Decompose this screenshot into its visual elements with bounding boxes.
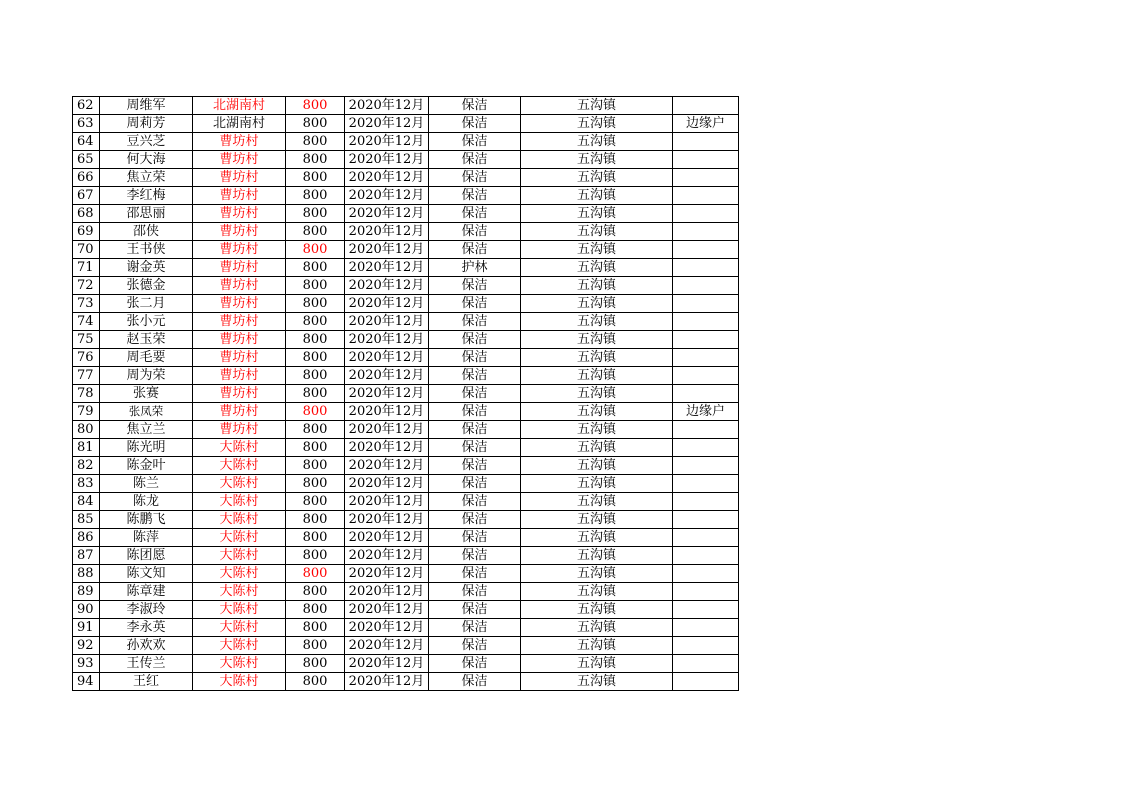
- cell-date: 2020年12月: [345, 259, 429, 277]
- cell-job: 保洁: [429, 403, 521, 421]
- cell-village: 曹坊村: [193, 151, 286, 169]
- cell-amount: 800: [286, 205, 345, 223]
- table-row: [73, 637, 739, 655]
- cell-name: 李永英: [100, 619, 193, 637]
- cell-note: [673, 169, 739, 187]
- table-row: [73, 349, 739, 367]
- cell-village: 大陈村: [193, 673, 286, 691]
- cell-amount: 800: [286, 673, 345, 691]
- cell-town: 五沟镇: [521, 187, 673, 205]
- cell-date: 2020年12月: [345, 205, 429, 223]
- cell-name: 陈萍: [100, 529, 193, 547]
- cell-town: 五沟镇: [521, 115, 673, 133]
- cell-date: 2020年12月: [345, 457, 429, 475]
- cell-town: 五沟镇: [521, 151, 673, 169]
- cell-amount: 800: [286, 169, 345, 187]
- cell-name: 陈光明: [100, 439, 193, 457]
- cell-job: 保洁: [429, 349, 521, 367]
- cell-number: 78: [73, 385, 100, 403]
- table-row: [73, 169, 739, 187]
- cell-village: 曹坊村: [193, 169, 286, 187]
- cell-date: 2020年12月: [345, 97, 429, 115]
- cell-job: 保洁: [429, 457, 521, 475]
- cell-date: 2020年12月: [345, 385, 429, 403]
- cell-date: 2020年12月: [345, 619, 429, 637]
- cell-date: 2020年12月: [345, 673, 429, 691]
- cell-date: 2020年12月: [345, 439, 429, 457]
- cell-date: 2020年12月: [345, 115, 429, 133]
- cell-town: 五沟镇: [521, 97, 673, 115]
- cell-town: 五沟镇: [521, 493, 673, 511]
- table-row: [73, 529, 739, 547]
- cell-town: 五沟镇: [521, 295, 673, 313]
- cell-village: 大陈村: [193, 493, 286, 511]
- cell-date: 2020年12月: [345, 637, 429, 655]
- cell-village: 大陈村: [193, 457, 286, 475]
- cell-name: 陈章建: [100, 583, 193, 601]
- cell-name: 焦立兰: [100, 421, 193, 439]
- cell-date: 2020年12月: [345, 223, 429, 241]
- cell-date: 2020年12月: [345, 151, 429, 169]
- cell-town: 五沟镇: [521, 277, 673, 295]
- cell-note: 边缘户: [673, 403, 739, 421]
- cell-date: 2020年12月: [345, 403, 429, 421]
- cell-village: 大陈村: [193, 619, 286, 637]
- cell-date: 2020年12月: [345, 331, 429, 349]
- cell-town: 五沟镇: [521, 565, 673, 583]
- table-row: [73, 115, 739, 133]
- cell-date: 2020年12月: [345, 493, 429, 511]
- cell-town: 五沟镇: [521, 421, 673, 439]
- cell-village: 大陈村: [193, 547, 286, 565]
- cell-number: 73: [73, 295, 100, 313]
- cell-amount: 800: [286, 115, 345, 133]
- cell-village: 曹坊村: [193, 205, 286, 223]
- cell-town: 五沟镇: [521, 259, 673, 277]
- cell-note: [673, 259, 739, 277]
- cell-number: 75: [73, 331, 100, 349]
- cell-number: 74: [73, 313, 100, 331]
- cell-name: 张二月: [100, 295, 193, 313]
- table-row: [73, 547, 739, 565]
- cell-job: 保洁: [429, 637, 521, 655]
- cell-job: 保洁: [429, 655, 521, 673]
- cell-note: [673, 277, 739, 295]
- cell-note: [673, 601, 739, 619]
- cell-job: 保洁: [429, 673, 521, 691]
- cell-town: 五沟镇: [521, 511, 673, 529]
- cell-job: 护林: [429, 259, 521, 277]
- cell-number: 92: [73, 637, 100, 655]
- cell-village: 北湖南村: [193, 97, 286, 115]
- cell-name: 周为荣: [100, 367, 193, 385]
- cell-name: 李淑玲: [100, 601, 193, 619]
- cell-name: 张凤荣: [100, 403, 193, 421]
- cell-note: [673, 511, 739, 529]
- cell-town: 五沟镇: [521, 241, 673, 259]
- cell-amount: 800: [286, 493, 345, 511]
- cell-note: [673, 151, 739, 169]
- table-row: [73, 313, 739, 331]
- cell-date: 2020年12月: [345, 583, 429, 601]
- cell-job: 保洁: [429, 331, 521, 349]
- cell-name: 陈龙: [100, 493, 193, 511]
- cell-job: 保洁: [429, 439, 521, 457]
- cell-amount: 800: [286, 277, 345, 295]
- cell-job: 保洁: [429, 151, 521, 169]
- cell-job: 保洁: [429, 133, 521, 151]
- cell-job: 保洁: [429, 169, 521, 187]
- cell-amount: 800: [286, 529, 345, 547]
- cell-date: 2020年12月: [345, 421, 429, 439]
- cell-number: 88: [73, 565, 100, 583]
- cell-name: 何大海: [100, 151, 193, 169]
- cell-name: 周莉芳: [100, 115, 193, 133]
- cell-village: 曹坊村: [193, 295, 286, 313]
- cell-job: 保洁: [429, 493, 521, 511]
- cell-note: [673, 187, 739, 205]
- cell-amount: 800: [286, 295, 345, 313]
- cell-number: 72: [73, 277, 100, 295]
- cell-number: 63: [73, 115, 100, 133]
- cell-date: 2020年12月: [345, 529, 429, 547]
- cell-number: 62: [73, 97, 100, 115]
- cell-note: [673, 457, 739, 475]
- cell-name: 张小元: [100, 313, 193, 331]
- cell-date: 2020年12月: [345, 547, 429, 565]
- cell-job: 保洁: [429, 295, 521, 313]
- cell-name: 张赛: [100, 385, 193, 403]
- cell-job: 保洁: [429, 223, 521, 241]
- cell-date: 2020年12月: [345, 133, 429, 151]
- cell-date: 2020年12月: [345, 655, 429, 673]
- cell-job: 保洁: [429, 277, 521, 295]
- cell-number: 91: [73, 619, 100, 637]
- table-row: [73, 601, 739, 619]
- table-row: [73, 421, 739, 439]
- cell-job: 保洁: [429, 241, 521, 259]
- cell-date: 2020年12月: [345, 511, 429, 529]
- cell-name: 王书侠: [100, 241, 193, 259]
- cell-amount: 800: [286, 367, 345, 385]
- cell-name: 周毛要: [100, 349, 193, 367]
- cell-amount: 800: [286, 97, 345, 115]
- table-row: [73, 205, 739, 223]
- cell-town: 五沟镇: [521, 403, 673, 421]
- cell-job: 保洁: [429, 583, 521, 601]
- cell-note: [673, 367, 739, 385]
- cell-amount: 800: [286, 655, 345, 673]
- cell-village: 曹坊村: [193, 349, 286, 367]
- cell-amount: 800: [286, 637, 345, 655]
- cell-note: [673, 655, 739, 673]
- cell-village: 大陈村: [193, 601, 286, 619]
- cell-town: 五沟镇: [521, 619, 673, 637]
- cell-number: 94: [73, 673, 100, 691]
- cell-name: 赵玉荣: [100, 331, 193, 349]
- cell-date: 2020年12月: [345, 367, 429, 385]
- cell-name: 焦立荣: [100, 169, 193, 187]
- cell-note: [673, 223, 739, 241]
- cell-note: [673, 421, 739, 439]
- table-row: [73, 475, 739, 493]
- cell-amount: 800: [286, 259, 345, 277]
- cell-amount: 800: [286, 583, 345, 601]
- cell-job: 保洁: [429, 187, 521, 205]
- cell-note: [673, 241, 739, 259]
- cell-job: 保洁: [429, 565, 521, 583]
- cell-town: 五沟镇: [521, 313, 673, 331]
- table-row: [73, 331, 739, 349]
- cell-town: 五沟镇: [521, 475, 673, 493]
- cell-name: 陈团愿: [100, 547, 193, 565]
- cell-village: 北湖南村: [193, 115, 286, 133]
- cell-town: 五沟镇: [521, 583, 673, 601]
- cell-village: 曹坊村: [193, 403, 286, 421]
- cell-village: 大陈村: [193, 583, 286, 601]
- table-row: [73, 133, 739, 151]
- cell-name: 邵思丽: [100, 205, 193, 223]
- cell-amount: 800: [286, 349, 345, 367]
- cell-amount: 800: [286, 151, 345, 169]
- cell-amount: 800: [286, 601, 345, 619]
- cell-amount: 800: [286, 565, 345, 583]
- cell-number: 80: [73, 421, 100, 439]
- cell-date: 2020年12月: [345, 295, 429, 313]
- cell-note: [673, 619, 739, 637]
- cell-amount: 800: [286, 403, 345, 421]
- cell-amount: 800: [286, 421, 345, 439]
- cell-note: 边缘户: [673, 115, 739, 133]
- cell-number: 87: [73, 547, 100, 565]
- cell-village: 曹坊村: [193, 277, 286, 295]
- cell-number: 77: [73, 367, 100, 385]
- cell-name: 孙欢欢: [100, 637, 193, 655]
- cell-name: 李红梅: [100, 187, 193, 205]
- cell-village: 大陈村: [193, 565, 286, 583]
- cell-name: 王红: [100, 673, 193, 691]
- cell-village: 大陈村: [193, 475, 286, 493]
- cell-note: [673, 493, 739, 511]
- cell-name: 周维军: [100, 97, 193, 115]
- cell-number: 81: [73, 439, 100, 457]
- cell-number: 66: [73, 169, 100, 187]
- cell-job: 保洁: [429, 421, 521, 439]
- cell-town: 五沟镇: [521, 367, 673, 385]
- cell-name: 王传兰: [100, 655, 193, 673]
- cell-job: 保洁: [429, 529, 521, 547]
- cell-amount: 800: [286, 313, 345, 331]
- cell-name: 陈兰: [100, 475, 193, 493]
- cell-job: 保洁: [429, 367, 521, 385]
- cell-village: 曹坊村: [193, 331, 286, 349]
- cell-town: 五沟镇: [521, 601, 673, 619]
- cell-amount: 800: [286, 511, 345, 529]
- cell-note: [673, 565, 739, 583]
- cell-date: 2020年12月: [345, 475, 429, 493]
- cell-village: 曹坊村: [193, 421, 286, 439]
- cell-number: 65: [73, 151, 100, 169]
- cell-town: 五沟镇: [521, 529, 673, 547]
- cell-note: [673, 637, 739, 655]
- cell-town: 五沟镇: [521, 385, 673, 403]
- cell-note: [673, 673, 739, 691]
- cell-job: 保洁: [429, 511, 521, 529]
- cell-town: 五沟镇: [521, 547, 673, 565]
- cell-note: [673, 529, 739, 547]
- table-row: [73, 439, 739, 457]
- cell-village: 大陈村: [193, 439, 286, 457]
- table-row: [73, 493, 739, 511]
- cell-town: 五沟镇: [521, 223, 673, 241]
- cell-village: 曹坊村: [193, 241, 286, 259]
- cell-date: 2020年12月: [345, 187, 429, 205]
- cell-date: 2020年12月: [345, 241, 429, 259]
- cell-note: [673, 133, 739, 151]
- cell-name: 陈金叶: [100, 457, 193, 475]
- table-body: [73, 97, 739, 691]
- cell-village: 曹坊村: [193, 133, 286, 151]
- cell-village: 曹坊村: [193, 187, 286, 205]
- table-row: [73, 619, 739, 637]
- cell-number: 79: [73, 403, 100, 421]
- cell-name: 谢金英: [100, 259, 193, 277]
- cell-town: 五沟镇: [521, 133, 673, 151]
- cell-number: 71: [73, 259, 100, 277]
- cell-amount: 800: [286, 439, 345, 457]
- cell-note: [673, 97, 739, 115]
- cell-number: 68: [73, 205, 100, 223]
- table-row: [73, 223, 739, 241]
- cell-number: 93: [73, 655, 100, 673]
- cell-date: 2020年12月: [345, 169, 429, 187]
- cell-amount: 800: [286, 223, 345, 241]
- cell-job: 保洁: [429, 601, 521, 619]
- cell-number: 90: [73, 601, 100, 619]
- cell-town: 五沟镇: [521, 331, 673, 349]
- cell-amount: 800: [286, 133, 345, 151]
- cell-number: 84: [73, 493, 100, 511]
- table-row: [73, 277, 739, 295]
- cell-amount: 800: [286, 331, 345, 349]
- cell-town: 五沟镇: [521, 637, 673, 655]
- cell-date: 2020年12月: [345, 349, 429, 367]
- cell-note: [673, 547, 739, 565]
- table-row: [73, 151, 739, 169]
- cell-note: [673, 205, 739, 223]
- payment-table: [72, 96, 739, 691]
- cell-village: 大陈村: [193, 511, 286, 529]
- table-row: [73, 385, 739, 403]
- cell-town: 五沟镇: [521, 673, 673, 691]
- cell-village: 曹坊村: [193, 367, 286, 385]
- cell-job: 保洁: [429, 385, 521, 403]
- cell-name: 豆兴芝: [100, 133, 193, 151]
- cell-village: 曹坊村: [193, 259, 286, 277]
- table-row: [73, 259, 739, 277]
- table-row: [73, 511, 739, 529]
- cell-name: 邵侠: [100, 223, 193, 241]
- cell-number: 86: [73, 529, 100, 547]
- cell-amount: 800: [286, 241, 345, 259]
- cell-amount: 800: [286, 187, 345, 205]
- cell-town: 五沟镇: [521, 655, 673, 673]
- table-row: [73, 295, 739, 313]
- cell-job: 保洁: [429, 619, 521, 637]
- cell-village: 大陈村: [193, 637, 286, 655]
- cell-amount: 800: [286, 619, 345, 637]
- cell-number: 76: [73, 349, 100, 367]
- cell-amount: 800: [286, 475, 345, 493]
- cell-job: 保洁: [429, 475, 521, 493]
- cell-number: 85: [73, 511, 100, 529]
- cell-number: 70: [73, 241, 100, 259]
- cell-name: 陈鹏飞: [100, 511, 193, 529]
- cell-job: 保洁: [429, 205, 521, 223]
- cell-number: 69: [73, 223, 100, 241]
- cell-job: 保洁: [429, 313, 521, 331]
- cell-amount: 800: [286, 457, 345, 475]
- table-row: [73, 583, 739, 601]
- cell-town: 五沟镇: [521, 457, 673, 475]
- cell-village: 曹坊村: [193, 313, 286, 331]
- table-row: [73, 97, 739, 115]
- cell-village: 曹坊村: [193, 385, 286, 403]
- table-row: [73, 655, 739, 673]
- cell-note: [673, 583, 739, 601]
- table-row: [73, 367, 739, 385]
- cell-number: 82: [73, 457, 100, 475]
- cell-name: 张德金: [100, 277, 193, 295]
- cell-note: [673, 475, 739, 493]
- cell-job: 保洁: [429, 115, 521, 133]
- table-row: [73, 565, 739, 583]
- cell-job: 保洁: [429, 97, 521, 115]
- cell-date: 2020年12月: [345, 601, 429, 619]
- cell-village: 曹坊村: [193, 223, 286, 241]
- cell-number: 89: [73, 583, 100, 601]
- cell-date: 2020年12月: [345, 277, 429, 295]
- cell-town: 五沟镇: [521, 169, 673, 187]
- cell-note: [673, 439, 739, 457]
- cell-job: 保洁: [429, 547, 521, 565]
- cell-town: 五沟镇: [521, 349, 673, 367]
- cell-number: 83: [73, 475, 100, 493]
- cell-amount: 800: [286, 385, 345, 403]
- cell-town: 五沟镇: [521, 205, 673, 223]
- cell-number: 67: [73, 187, 100, 205]
- table-row: [73, 673, 739, 691]
- cell-village: 大陈村: [193, 655, 286, 673]
- table-row: [73, 241, 739, 259]
- cell-note: [673, 349, 739, 367]
- cell-town: 五沟镇: [521, 439, 673, 457]
- cell-amount: 800: [286, 547, 345, 565]
- table-row: [73, 457, 739, 475]
- cell-date: 2020年12月: [345, 313, 429, 331]
- cell-note: [673, 331, 739, 349]
- cell-note: [673, 313, 739, 331]
- cell-village: 大陈村: [193, 529, 286, 547]
- table-row: [73, 403, 739, 421]
- cell-note: [673, 295, 739, 313]
- cell-note: [673, 385, 739, 403]
- cell-date: 2020年12月: [345, 565, 429, 583]
- table-row: [73, 187, 739, 205]
- cell-number: 64: [73, 133, 100, 151]
- cell-name: 陈文知: [100, 565, 193, 583]
